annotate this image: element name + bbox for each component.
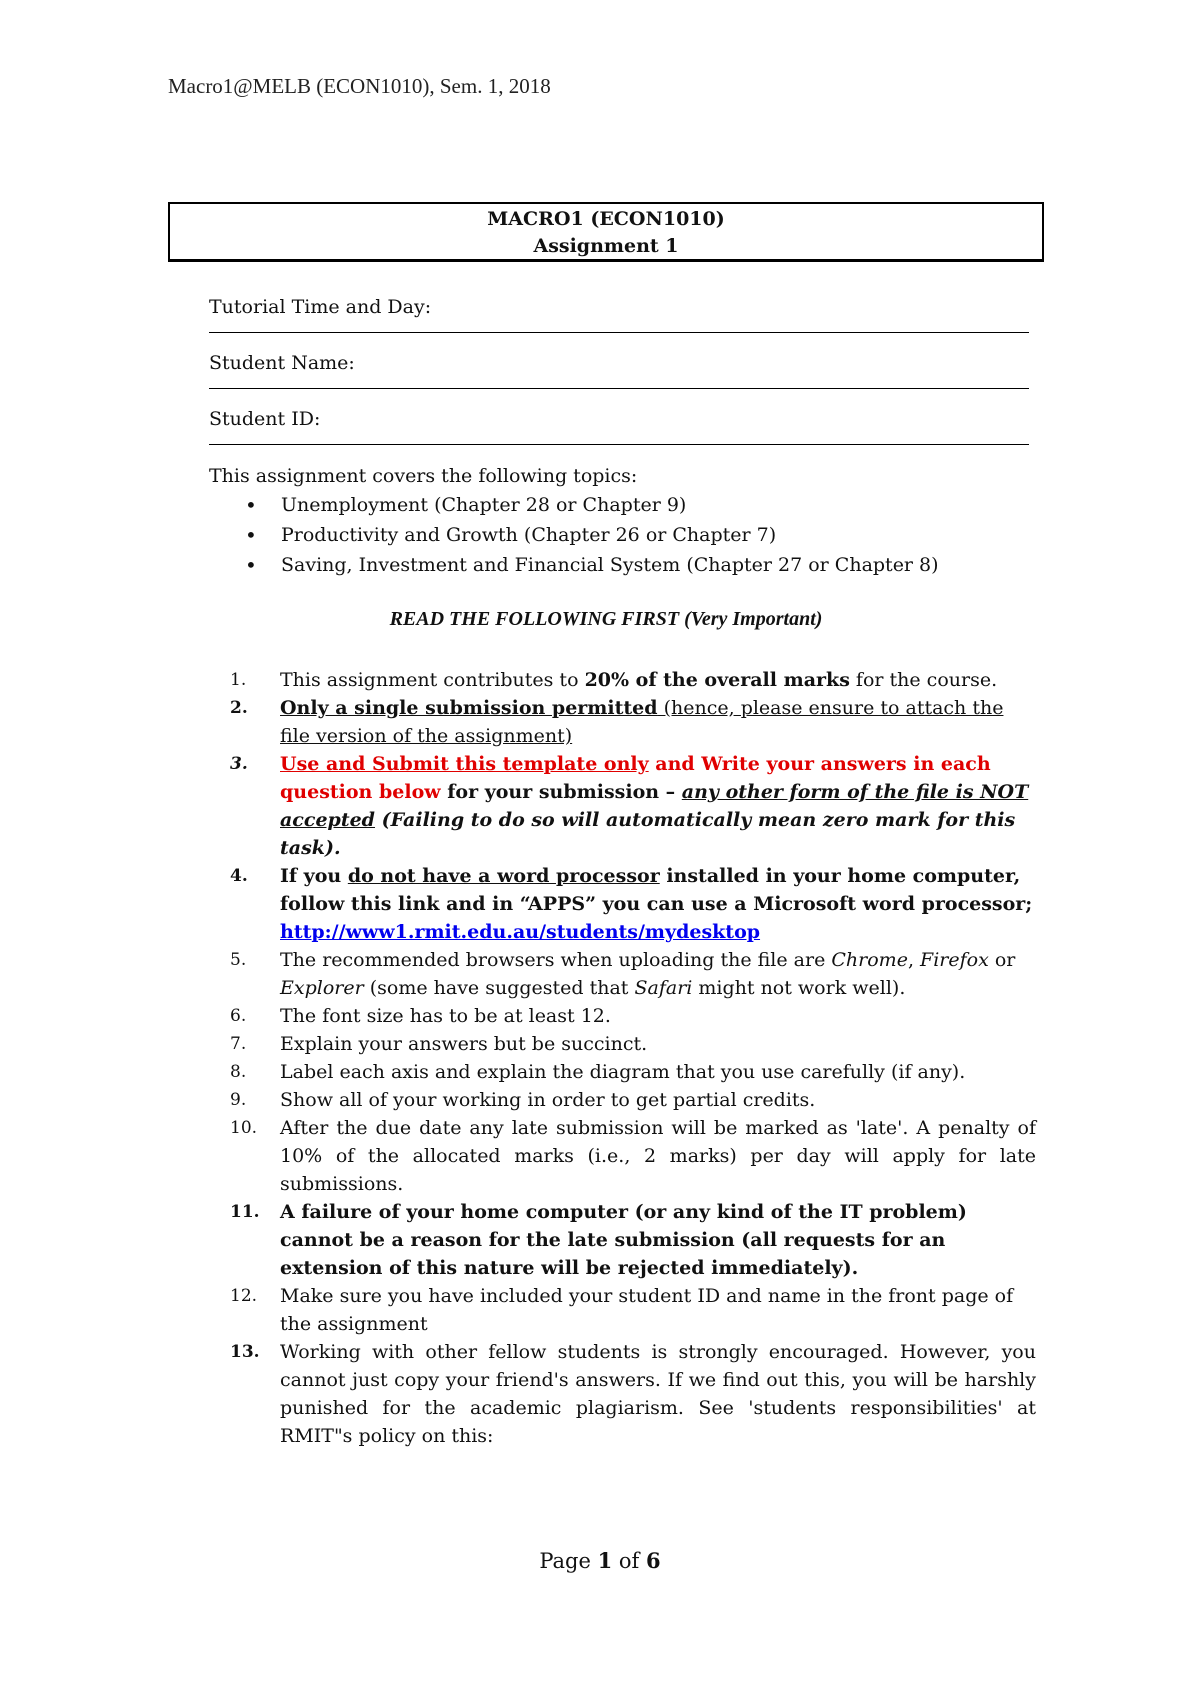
rule-item: 7. Explain your answers but be succinct. [230, 1030, 1036, 1058]
current-page-number: 1 [597, 1548, 613, 1573]
topic-item: • Saving, Investment and Financial System (Chapter 27 or Chapter 8) [209, 550, 1029, 580]
rule-item: 6. The font size has to be at least 12. [230, 1002, 1036, 1030]
rules-list [230, 666, 1036, 1450]
total-page-number: 6 [646, 1548, 661, 1573]
rule-item: 13. Working with other fellow students is strongly encouraged. However, you cannot just copy your friend's answers. If we find out this, you will be harshly punished for the academic plagiarism. See 'students responsibilities' at RMIT"s policy on this: [230, 1338, 1036, 1450]
rule-number: 11. [230, 1202, 260, 1222]
rule-item: 8. Label each axis and explain the diagram that you use carefully (if any). [230, 1058, 1036, 1086]
rule-item: 5. The recommended browsers when uploading the file are Chrome, Firefox or Explorer (some have suggested that Safari might not work well). [230, 946, 1036, 1002]
running-header: Macro1@MELB (ECON1010), Sem. 1, 2018 [168, 74, 551, 98]
student-info-fields [209, 294, 1029, 580]
rule-item: 11. A failure of your home computer (or any kind of the IT problem) cannot be a reason for the late submission (all requests for an extension of this nature will be rejected immediately). [230, 1198, 1036, 1282]
rule-item: 2. Only a single submission permitted (hence, please ensure to attach the file version of the assignment) [230, 694, 1036, 750]
rule-number: 5. [230, 950, 247, 970]
student-id-field[interactable] [209, 432, 1029, 462]
rule-number: 2. [230, 698, 248, 718]
rule-item: 10. After the due date any late submission will be marked as 'late'. A penalty of 10% of the allocated marks (i.e., 2 marks) per day will apply for late submissions. [230, 1114, 1036, 1198]
student-name-label: Student Name: [209, 352, 355, 374]
rule-number: 8. [230, 1062, 247, 1082]
rule-number: 9. [230, 1090, 247, 1110]
page-footer: Page 1 of 6 [539, 1548, 661, 1573]
rule-number: 1. [230, 670, 247, 690]
rule-number: 7. [230, 1034, 247, 1054]
rule-number: 10. [230, 1118, 258, 1138]
student-id-label: Student ID: [209, 408, 321, 430]
rule-number: 3. [230, 754, 248, 774]
topic-item: • Productivity and Growth (Chapter 26 or Chapter 7) [209, 520, 1029, 550]
student-name-field[interactable] [209, 376, 1029, 406]
rule-item: 1. This assignment contributes to 20% of the overall marks for the course. [230, 666, 1036, 694]
rule-item: 3. Use and Submit this template only and Write your answers in each question below for your submission – any other form of the file is NOT accepted (Failing to do so will automatically mean zero mark for this task). [230, 750, 1036, 862]
title-box [168, 202, 1044, 262]
rule-number: 6. [230, 1006, 247, 1026]
tutorial-time-field[interactable] [209, 320, 1029, 350]
assignment-title: Assignment 1 [533, 235, 679, 257]
rule-number: 13. [230, 1342, 260, 1362]
tutorial-time-label: Tutorial Time and Day: [209, 296, 432, 318]
rule-item: 4. If you do not have a word processor installed in your home computer, follow this link and in “APPS” you can use a Microsoft word processor; http://www1.rmit.edu.au/students/mydesktop [230, 862, 1036, 946]
topics-intro: This assignment covers the following topics: [209, 465, 638, 487]
rule-item: 9. Show all of your working in order to get partial credits. [230, 1086, 1036, 1114]
read-first-heading: READ THE FOLLOWING FIRST (Very Important) [389, 608, 823, 630]
mydesktop-link[interactable]: http://www1.rmit.edu.au/students/mydesktop [280, 921, 761, 943]
rule-number: 4. [230, 866, 248, 886]
rule-number: 12. [230, 1286, 258, 1306]
course-title: MACRO1 (ECON1010) [487, 208, 725, 230]
topic-item: • Unemployment (Chapter 28 or Chapter 9) [209, 490, 1029, 520]
rule-item: 12. Make sure you have included your student ID and name in the front page of the assignment [230, 1282, 1036, 1338]
